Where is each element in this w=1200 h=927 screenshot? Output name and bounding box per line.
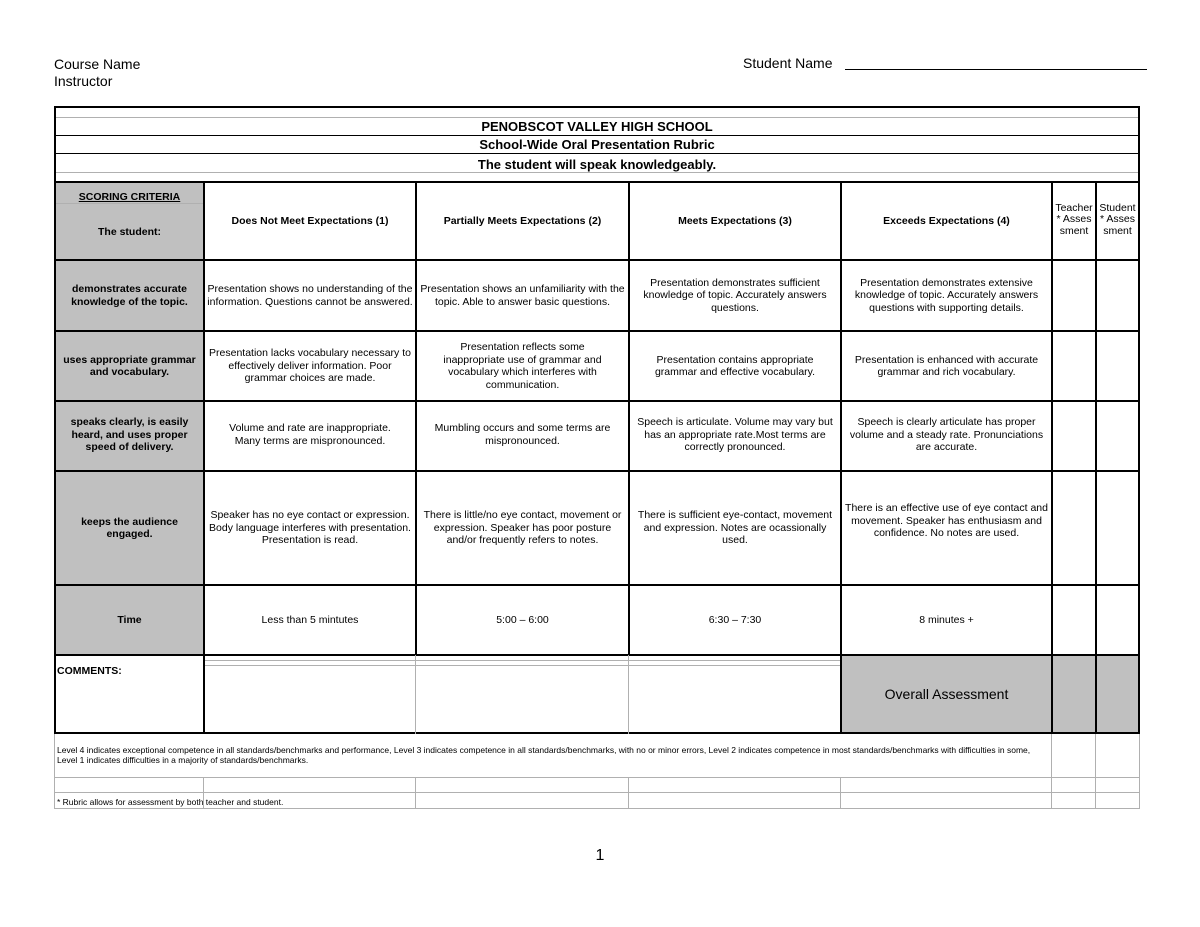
speaking-level3: Speech is articulate. Volume may vary but has an appropriate rate.Most terms are correctly pronounced. [637,416,833,453]
overall-assessment-label: Overall Assessment [884,685,1009,702]
level2-heading: Partially Meets Expectations (2) [443,214,602,227]
time-level2: 5:00 – 6:00 [496,613,549,626]
time-level4: 8 minutes + [919,613,974,626]
speaking-level4: Speech is clearly articulate has proper volume and a steady rate. Pronunciations are accurate. [849,416,1044,453]
criterion-time: Time [117,613,142,626]
criterion-knowledge: demonstrates accurate knowledge of the topic. [71,283,188,308]
student-score-grammar[interactable] [1097,332,1138,400]
time-level3: 6:30 – 7:30 [708,613,762,626]
student-score-time[interactable] [1097,586,1138,654]
criterion-engagement: keeps the audience engaged. [81,515,178,540]
scoring-criteria-heading: SCORING CRITERIA [78,190,181,203]
rubric-title: School-Wide Oral Presentation Rubric [479,137,715,152]
student-name-field[interactable] [845,69,1147,70]
knowledge-level1: Presentation shows no understanding of the information. Questions cannot be answered. [207,283,413,308]
teacher-score-engagement[interactable] [1053,472,1095,584]
student-score-knowledge[interactable] [1097,261,1138,330]
rubric-table [54,106,1140,810]
student-score-speaking[interactable] [1097,402,1138,470]
grammar-level2: Presentation reflects some inappropriate use of grammar and vocabulary which interferes with communication. [443,341,602,391]
criterion-grammar: uses appropriate grammar and vocabulary. [63,353,196,378]
engagement-level2: There is little/no eye contact, movement or expression. Speaker has poor posture and/or frequently refers to notes. [423,509,622,547]
student-assessment-heading: Student * Assessment [1099,201,1136,237]
student-name-label: Student Name [743,55,833,71]
teacher-score-speaking[interactable] [1053,402,1095,470]
speaking-level1: Volume and rate are inappropriate. Many terms are mispronounced. [229,422,391,447]
comments-label: COMMENTS: [57,665,122,677]
criterion-speaking: speaks clearly, is easily heard, and uses proper speed of delivery. [70,416,189,453]
the-student-heading: The student: [98,225,161,238]
goal-title: The student will speak knowledgeably. [477,157,717,172]
teacher-score-time[interactable] [1053,586,1095,654]
page-number: 1 [595,847,605,864]
level4-heading: Exceeds Expectations (4) [883,214,1010,227]
level1-heading: Does Not Meet Expectations (1) [231,214,389,227]
asterisk-footnote: * Rubric allows for assessment by both teacher and student. [57,797,284,807]
teacher-assessment-heading: Teacher * Assessment [1055,201,1093,237]
grammar-level3: Presentation contains appropriate grammar and effective vocabulary. [654,353,816,378]
time-level1: Less than 5 mintutes [261,613,359,626]
instructor-label: Instructor [54,73,113,89]
engagement-level4: There is an effective use of eye contact and movement. Speaker has enthusiasm and confidence. No notes are used. [845,502,1048,539]
knowledge-level4: Presentation demonstrates extensive knowledge of topic. Accurately answers questions with supporting details. [854,276,1039,314]
grammar-level1: Presentation lacks vocabulary necessary to effectively deliver information. Poor grammar choices are made. [209,347,411,385]
student-score-engagement[interactable] [1097,472,1138,584]
levels-footnote: Level 4 indicates exceptional competence in all standards/benchmarks and performance, Level 3 indicates competence in all standards/benchmarks, with no or minor errors, Level 2 indicates competence in most standards/benchmarks with difficulties in some, Level 1 indicates difficulties in a majority of standards/benchmarks. [57,745,1031,765]
knowledge-level3: Presentation demonstrates sufficient knowledge of topic. Accurately answers questions. [643,276,827,314]
teacher-score-knowledge[interactable] [1053,261,1095,330]
speaking-level2: Mumbling occurs and some terms are mispronounced. [434,422,611,447]
school-title: PENOBSCOT VALLEY HIGH SCHOOL [481,119,713,134]
teacher-score-grammar[interactable] [1053,332,1095,400]
knowledge-level2: Presentation shows an unfamiliarity with the topic. Able to answer basic questions. [420,283,625,308]
comments-field[interactable] [205,666,840,732]
engagement-level3: There is sufficient eye-contact, movement and expression. Notes are ocassionally used. [637,509,833,547]
grammar-level4: Presentation is enhanced with accurate grammar and rich vocabulary. [854,353,1039,378]
level3-heading: Meets Expectations (3) [678,214,792,227]
course-name-label: Course Name [54,56,141,72]
engagement-level1: Speaker has no eye contact or expression. Body language interferes with presentation. Presentation is read. [209,509,411,547]
